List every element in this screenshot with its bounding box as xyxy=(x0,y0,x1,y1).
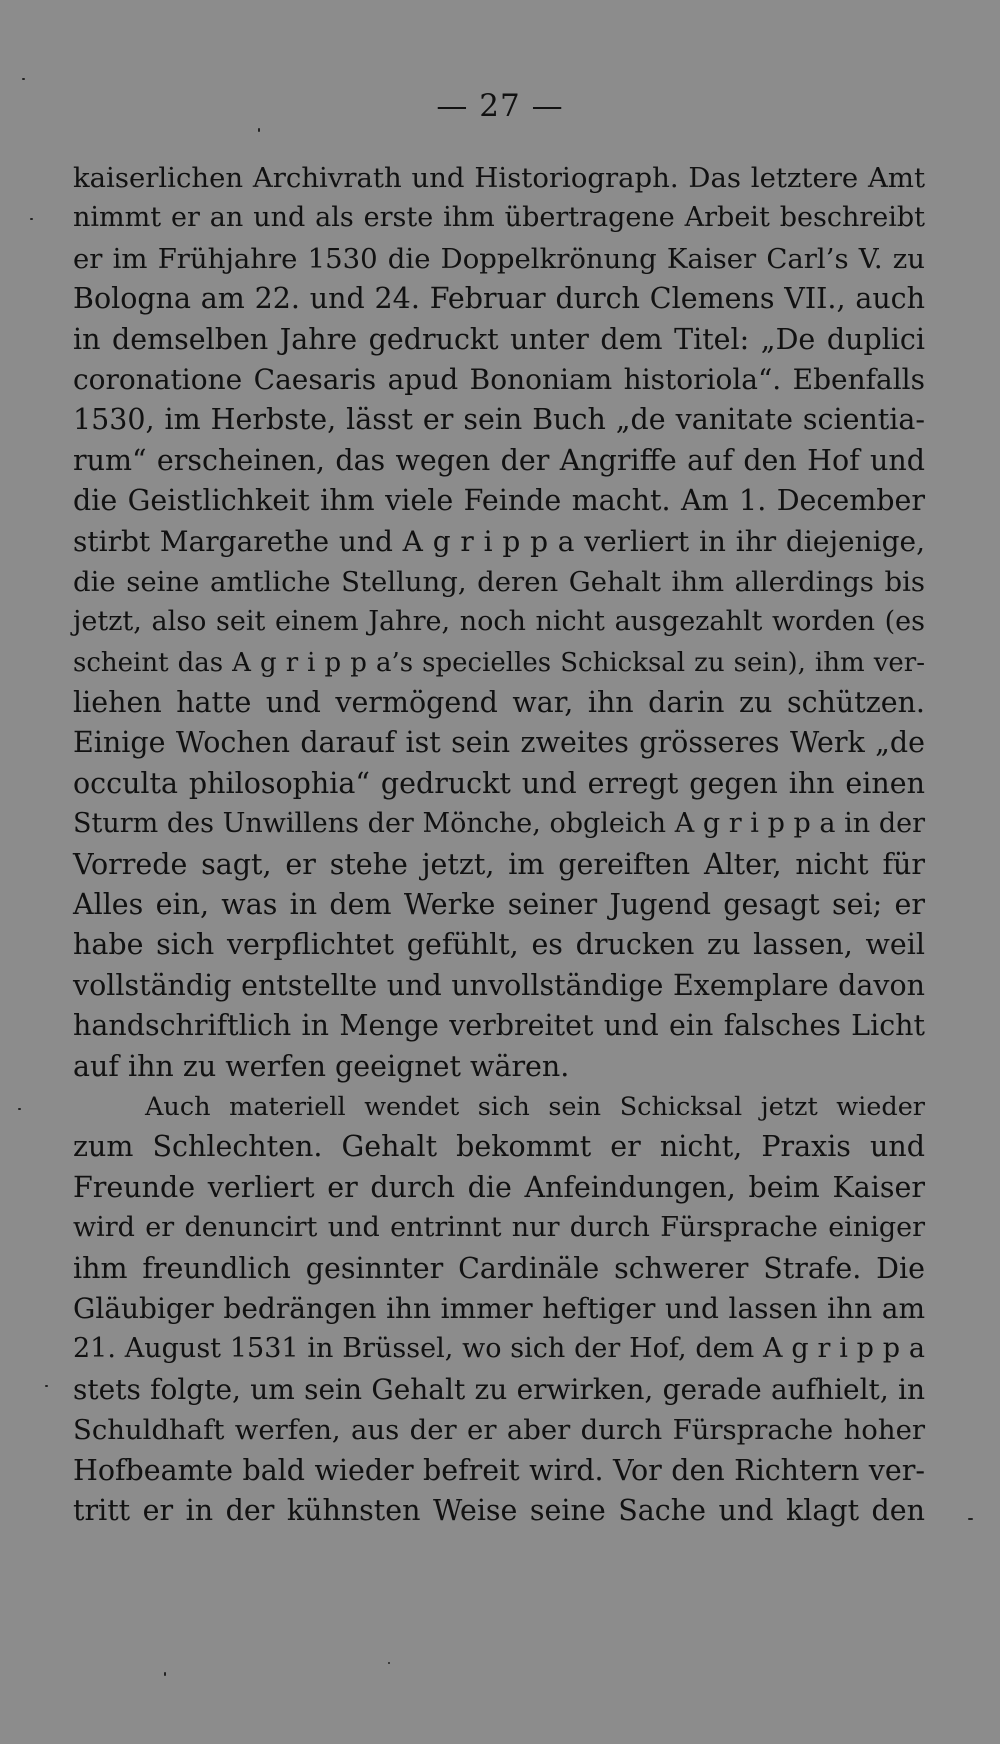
scan-speck xyxy=(22,78,25,80)
text-line: Vorrede sagt, er stehe jetzt, im gereiften Alter, nicht für xyxy=(73,847,925,881)
paragraph-2 xyxy=(73,1087,925,1531)
text-line: stirbt Margarethe und A g r i p p a verliert in ihr diejenige, xyxy=(73,524,925,558)
text-line: nimmt er an und als erste ihm übertragene Arbeit beschreibt xyxy=(73,202,925,234)
text-line: Sturm des Unwillens der Mönche, obgleich A g r i p p a in der xyxy=(73,808,925,840)
body-text xyxy=(73,158,925,1531)
text-line: liehen hatte und vermögend war, ihn darin zu schützen. xyxy=(73,686,925,720)
text-line: stets folgte, um sein Gehalt zu erwirken, gerade aufhielt, in xyxy=(73,1372,925,1406)
scan-speck xyxy=(45,1385,48,1387)
text-line: vollständig entstellte und unvollständige Exemplare davon xyxy=(73,968,925,1002)
text-line: die seine amtliche Stellung, deren Gehalt ihm allerdings bis xyxy=(73,565,925,598)
text-line: habe sich verpflichtet gefühlt, es drucken zu lassen, weil xyxy=(73,928,925,962)
page-number: — 27 — xyxy=(436,88,564,124)
text-line: Bologna am 22. und 24. Februar durch Clemens VII., auch xyxy=(73,282,925,316)
text-line: zum Schlechten. Gehalt bekommt er nicht, Praxis und xyxy=(73,1130,925,1164)
paragraph-1 xyxy=(73,158,925,1087)
scan-speck xyxy=(18,1108,21,1110)
text-line: in demselben Jahre gedruckt unter dem Titel: „De duplici xyxy=(73,322,925,356)
scan-speck xyxy=(164,1672,166,1676)
text-line: kaiserlichen Archivrath und Historiograph. Das letztere Amt xyxy=(73,162,925,194)
text-line: Einige Wochen darauf ist sein zweites grösseres Werk „de xyxy=(73,726,925,760)
text-line: ihm freundlich gesinnter Cardinäle schwerer Strafe. Die xyxy=(73,1251,925,1285)
scan-speck xyxy=(258,128,260,132)
scan-speck xyxy=(30,218,33,220)
text-line: occulta philosophia“ gedruckt und erregt gegen ihn einen xyxy=(73,766,925,800)
scan-speck xyxy=(388,1662,390,1664)
text-line: jetzt, also seit einem Jahre, noch nicht ausgezahlt worden (es xyxy=(73,606,925,638)
text-line: Freunde verliert er durch die Anfeindungen, beim Kaiser xyxy=(73,1170,925,1204)
text-line: 21. August 1531 in Brüssel, wo sich der Hof, dem A g r i p p a xyxy=(73,1333,925,1365)
scan-speck xyxy=(968,1518,973,1520)
text-line: Auch materiell wendet sich sein Schicksal jetzt wieder xyxy=(145,1091,925,1122)
text-line: tritt er in der kühnsten Weise seine Sache und klagt den xyxy=(73,1493,925,1527)
text-line: Gläubiger bedrängen ihn immer heftiger und lassen ihn am xyxy=(73,1291,925,1325)
text-line: handschriftlich in Menge verbreitet und ein falsches Licht xyxy=(73,1009,925,1043)
text-line: Hofbeamte bald wieder befreit wird. Vor den Richtern ver- xyxy=(73,1453,925,1487)
text-line: wird er denuncirt und entrinnt nur durch Fürsprache einiger xyxy=(73,1212,925,1244)
text-line: Alles ein, was in dem Werke seiner Jugend gesagt sei; er xyxy=(73,888,925,922)
text-line: er im Frühjahre 1530 die Doppelkrönung Kaiser Carl’s V. zu xyxy=(73,242,925,275)
text-line: 1530, im Herbste, lässt er sein Buch „de vanitate scientia- xyxy=(73,403,925,437)
text-line: coronatione Caesaris apud Bononiam historiola“. Ebenfalls xyxy=(73,362,925,396)
text-line: rum“ erscheinen, das wegen der Angriffe auf den Hof und xyxy=(73,443,925,477)
text-line: die Geistlichkeit ihm viele Feinde macht. Am 1. December xyxy=(73,484,925,518)
text-line: auf ihn zu werfen geeignet wären. xyxy=(73,1049,570,1083)
text-line: Schuldhaft werfen, aus der er aber durch Fürsprache hoher xyxy=(73,1414,925,1447)
text-line: scheint das A g r i p p a’s specielles Schicksal zu sein), ihm ver- xyxy=(73,647,925,678)
